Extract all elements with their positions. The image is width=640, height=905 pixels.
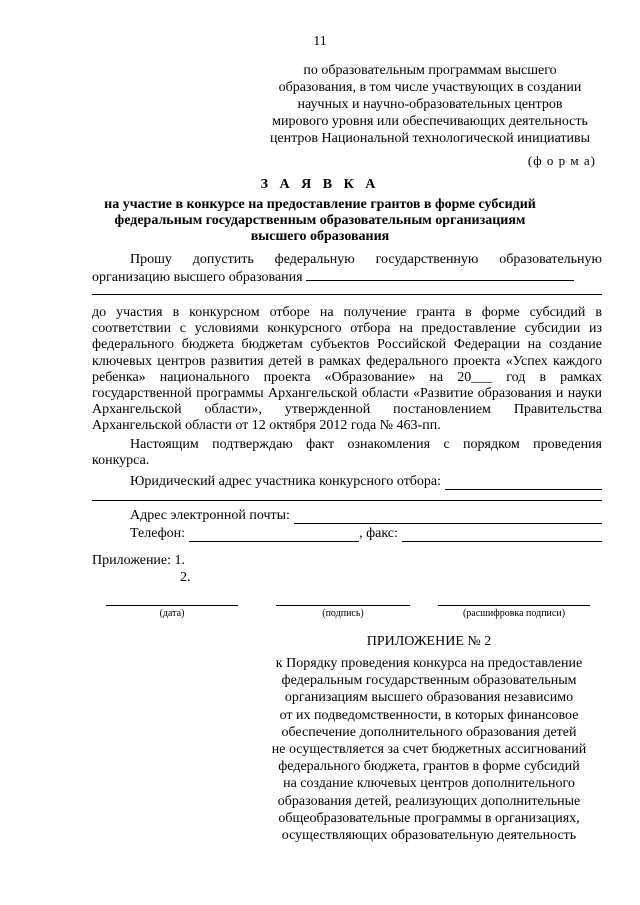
header-line: научных и научно-образовательных центров bbox=[297, 97, 563, 112]
phone-field[interactable] bbox=[189, 530, 359, 542]
appendix-title: ПРИЛОЖЕНИЕ № 2 bbox=[366, 634, 492, 649]
signature-transcript-block bbox=[438, 605, 590, 619]
header-line: мирового уровня или обеспечивающих деятельность bbox=[272, 114, 588, 129]
legal-address-row bbox=[92, 474, 602, 490]
appendix-text bbox=[258, 655, 600, 844]
legal-address-line-2[interactable] bbox=[92, 500, 602, 501]
subtitle-line: высшего образования bbox=[250, 229, 390, 244]
paragraph-acknowledgement: Настоящим подтверждаю факт ознакомления с порядком проведения конкурса. bbox=[92, 437, 602, 469]
phone-fax-row bbox=[92, 526, 602, 542]
paragraph-conditions: до участия в конкурсном отборе на получение гранта в форме субсидий в соответствии с условиями конкурсного отбора на предоставление субсидии из федерального бюджета бюджетам субъектов Российской Федерации на создание ключевых центров развития детей в рамках федерального проекта «Успех каждого ребенка» национального проекта «Образование» на 20___ год в рамках государственной программы Архангельской области «Развитие образования и науки Архангельской области», утвержденной постановлением Правительства Архангельской области от 12 октября 2012 года № 463-пп. bbox=[92, 305, 602, 434]
header-line: образования, в том числе участвующих в создании bbox=[278, 80, 582, 95]
attachment-label: Приложение: bbox=[92, 553, 172, 568]
date-caption: (дата) bbox=[106, 605, 238, 619]
document-title: З А Я В К А bbox=[260, 177, 380, 192]
form-label: (ф о р м а) bbox=[527, 153, 596, 168]
email-field[interactable] bbox=[294, 512, 602, 524]
appendix-line: образования детей, реализующих дополнительные bbox=[277, 793, 581, 809]
appendix-line: федерального бюджета, грантов в форме субсидий bbox=[278, 759, 580, 775]
subtitle-line: федеральным государственным образовательным организациям bbox=[114, 213, 526, 228]
appendix-line: обеспечение дополнительного образования детей bbox=[281, 724, 577, 740]
signature-transcript-caption: (расшифровка подписи) bbox=[438, 605, 590, 619]
organization-name-field[interactable] bbox=[306, 268, 574, 281]
attachments bbox=[92, 552, 185, 569]
appendix-line: от их подведомственности, в которых финансовое bbox=[279, 707, 579, 723]
legal-address-label: Юридический адрес участника конкурсного отбора: bbox=[130, 474, 442, 489]
signature-caption: (подпись) bbox=[276, 605, 410, 619]
header-block bbox=[240, 62, 620, 147]
document-subtitle bbox=[80, 197, 560, 245]
fax-label: , факс: bbox=[359, 526, 398, 541]
fax-field[interactable] bbox=[402, 530, 602, 542]
appendix-line: организациям высшего образования независимо bbox=[284, 690, 574, 706]
email-row bbox=[92, 508, 602, 524]
appendix-line: к Порядку проведения конкурса на предоставление bbox=[275, 656, 583, 671]
attachment-item-2: 2. bbox=[180, 570, 191, 585]
attachment-item: 1. bbox=[174, 553, 186, 568]
organization-name-line-2[interactable] bbox=[92, 294, 602, 295]
subtitle-line: на участие в конкурсе на предоставление грантов в форме субсидий bbox=[104, 197, 536, 212]
appendix-line: на создание ключевых центров дополнительного bbox=[283, 776, 575, 792]
paragraph-request bbox=[92, 252, 602, 286]
header-line: по образовательным программам высшего bbox=[303, 63, 557, 78]
email-label: Адрес электронной почты: bbox=[130, 508, 290, 523]
header-line: центров Национальной технологической инициативы bbox=[269, 131, 591, 146]
appendix-line: не осуществляется за счет бюджетных ассигнований bbox=[271, 742, 587, 758]
phone-label: Телефон: bbox=[130, 526, 186, 541]
page-number: 11 bbox=[313, 34, 327, 49]
legal-address-field[interactable] bbox=[445, 478, 602, 490]
signature-block bbox=[276, 605, 410, 619]
appendix-line: федеральным государственным образовательным bbox=[281, 673, 577, 689]
appendix-line: осуществляющих образовательную деятельность bbox=[281, 828, 577, 844]
appendix-line: общеобразовательные программы в организациях, bbox=[278, 810, 580, 826]
date-signature-block bbox=[106, 605, 238, 619]
paragraph-request-text: Прошу допустить федеральную государственную образовательную организацию высшего образования bbox=[92, 252, 602, 286]
